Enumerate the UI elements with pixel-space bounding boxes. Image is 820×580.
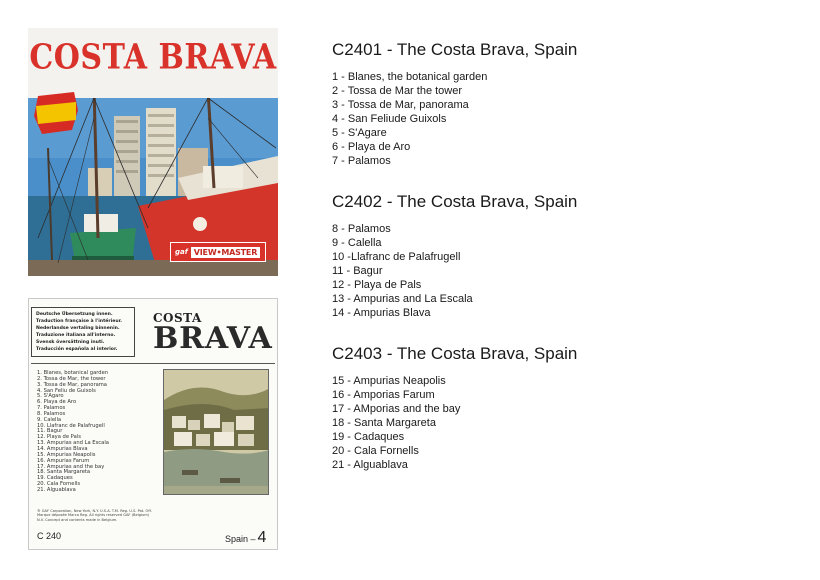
list-item: 13 - Ampurias and La Escala <box>332 293 473 305</box>
translation-notice-line: Svensk översättning inuti. <box>36 340 105 345</box>
list-item: 2 - Tossa de Mar the tower <box>332 85 463 97</box>
view-master-logo-text: VIEW•MASTER <box>191 247 260 258</box>
reel-card-code: C 240 <box>37 531 62 541</box>
list-item: 12. Playa de Pals <box>37 434 81 441</box>
list-item: 13. Ampurias and La Escala <box>37 440 109 447</box>
list-item: 1 - Blanes, the botanical garden <box>332 71 488 83</box>
scene-list <box>332 374 792 472</box>
list-item: 21. Alguablava <box>37 486 76 493</box>
list-item: 4. San Feliu de Guixols <box>37 387 96 394</box>
reel-card-title-bottom: BRAVA <box>153 321 273 356</box>
series-number: 4 <box>257 529 267 546</box>
list-item: 5. S'Agaro <box>37 393 64 400</box>
list-item: 8. Palamos <box>37 410 66 417</box>
gaf-logo-text: gaf <box>175 248 188 256</box>
translation-notice-line: Traduction française à l'intérieur. <box>36 319 122 324</box>
list-item: 9. Calella <box>37 416 62 423</box>
list-item: 5 - S'Agare <box>332 127 387 139</box>
list-item: 20. Cala Fornells <box>37 481 81 488</box>
reel-section-c2403 <box>332 344 792 472</box>
list-item: 7. Palamos <box>37 405 66 412</box>
scene-list <box>332 70 792 168</box>
reel-section-c2401 <box>332 40 792 168</box>
reel-section-c2402 <box>332 192 792 320</box>
list-item: 16 - Amporias Farum <box>332 389 435 401</box>
list-item: 20 - Cala Fornells <box>332 445 419 457</box>
list-item: 11. Bagur <box>37 428 63 435</box>
translation-notice-line: Traduzione italiana all'interno. <box>36 333 116 338</box>
translation-notice-box <box>31 307 135 357</box>
cover-card <box>28 28 278 276</box>
translation-notice-line: Nederlandse vertaling binnenin. <box>36 326 120 331</box>
list-item: 15 - Ampurias Neapolis <box>332 375 446 387</box>
list-item: 18 - Santa Margareta <box>332 417 436 429</box>
cover-title: COSTA BRAVA <box>29 37 277 78</box>
list-item: 6 - Playa de Aro <box>332 141 411 153</box>
list-item: 10. Llafranc de Palafrugell <box>37 422 105 429</box>
list-item: 19 - Cadaques <box>332 431 405 443</box>
list-item: 14. Ampurias Blava <box>37 445 88 452</box>
reel-card-legal-text: ® GAF Corporation, New York, N.Y. U.S.A. T.M. Reg. U.S. Pat. Off. Marque déposée Marca Reg. All rights reserved GAF (Belgium) N.V. Concept and contents made in Belgium. <box>37 509 152 522</box>
list-item: 1. Blanes, botanical garden <box>37 370 109 376</box>
reel-card-scene-list <box>37 371 167 494</box>
list-item: 7 - Palamos <box>332 155 391 167</box>
list-item: 14 - Ampurias Blava <box>332 307 431 319</box>
reel-card-title-top: COSTA <box>153 311 202 325</box>
translation-notice-line: Deutsche Übersetzung innen. <box>36 312 113 317</box>
list-item: 18. Santa Margareta <box>37 469 91 476</box>
view-master-logo <box>170 242 266 262</box>
list-item: 21 - Alguablava <box>332 459 408 471</box>
reel-card-divider <box>31 363 275 364</box>
list-item: 11 - Bagur <box>332 265 383 277</box>
list-item: 9 - Calella <box>332 237 382 249</box>
reel-card-series <box>225 529 266 547</box>
reel-heading: C2403 - The Costa Brava, Spain <box>332 344 578 363</box>
scene-list <box>332 222 792 320</box>
reel-heading: C2401 - The Costa Brava, Spain <box>332 40 578 59</box>
reel-card <box>28 298 278 550</box>
spain-flag-icon <box>32 90 80 136</box>
list-item: 8 - Palamos <box>332 223 391 235</box>
list-item: 3 - Tossa de Mar, panorama <box>332 99 469 111</box>
list-item: 12 - Playa de Pals <box>332 279 422 291</box>
list-item: 4 - San Feliude Guixols <box>332 113 447 125</box>
list-item: 16. Ampurias Farum <box>37 457 90 464</box>
village-photo <box>163 369 269 495</box>
list-item: 15. Ampurias Neapolis <box>37 451 96 458</box>
reel-heading: C2402 - The Costa Brava, Spain <box>332 192 578 211</box>
list-item: 17. Ampurias and the bay <box>37 463 105 470</box>
series-label: Spain – <box>225 534 256 544</box>
list-item: 2. Tossa de Mar, the tower <box>37 375 106 382</box>
list-item: 17 - AMporias and the bay <box>332 403 461 415</box>
translation-notice-line: Traducción española al interior. <box>36 347 118 352</box>
list-item: 3. Tossa de Mar, panorama <box>37 381 107 388</box>
list-item: 19. Cadaques <box>37 475 73 482</box>
list-item: 6. Playa de Aro <box>37 399 77 406</box>
list-item: 10 -Llafranc de Palafrugell <box>332 251 461 263</box>
